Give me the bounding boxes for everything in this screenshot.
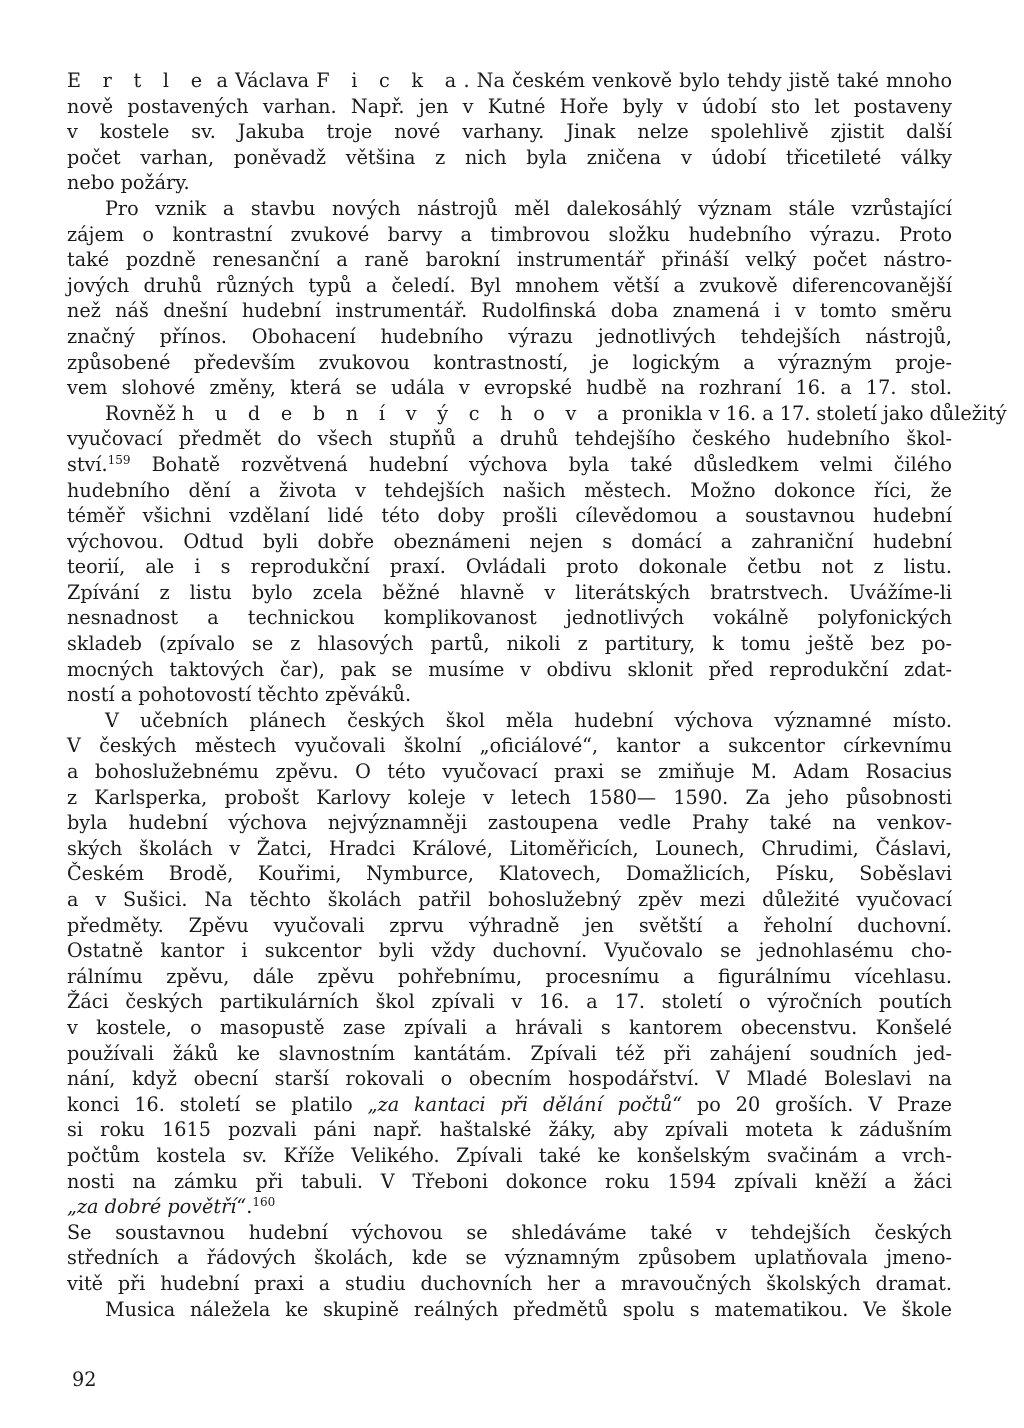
text-line: z Karlsperka, probošt Karlovy koleje v letech 1580— 1590. Za jeho působnosti	[67, 785, 952, 809]
text-line: nání, když obecní starší rokovali o obecním hospodářství. V Mladé Boleslavi na	[67, 1067, 952, 1091]
text-line: než náš dnešní hudební instrumentář. Rudolfinská doba znamená i v tomto směru	[67, 299, 952, 323]
text-line	[67, 1194, 952, 1220]
text-span: po 20 groších. V Praze	[682, 1092, 952, 1116]
footnote-ref-159: 159	[107, 452, 131, 467]
text-span: pronikla v 16. a 17. století jako důležitý	[615, 401, 1007, 425]
text-line: V učebních plánech českých škol měla hudební výchova významné místo.	[105, 708, 952, 732]
text-line: vem slohové změny, která se udála v evropské hudbě na rozhraní 16. a 17. stol.	[67, 376, 952, 400]
text-line: ských školách v Žatci, Hradci Králové, Litoměřicích, Lounech, Chrudimi, Čáslavi,	[67, 836, 952, 860]
page-body	[67, 68, 1007, 1322]
text-line: vyučovací předmět do všech stupňů a druhů tehdejšího českého hudebního škol-	[67, 427, 952, 451]
text-line: nesnadnost a technickou komplikovanost jednotlivých vokálně polyfonických	[67, 606, 952, 630]
text-line: nosti na zámku při tabuli. V Třeboni dokonce roku 1594 zpívali kněží a žáci	[67, 1169, 952, 1193]
text-line: značný přínos. Obohacení hudebního výrazu jednotlivých tehdejších nástrojů,	[67, 324, 952, 348]
text-line: jových druhů různých typů a čeledí. Byl mnohem větší a zvukově diferencovanější	[67, 273, 952, 297]
text-line: zájem o kontrastní zvukové barvy a timbrovou složku hudebního výrazu. Proto	[67, 222, 952, 246]
text-span: ství.	[67, 452, 108, 476]
text-line: ností a pohotovostí těchto zpěváků.	[67, 683, 412, 707]
text-line: a v Sušici. Na těchto školách patřil bohoslužebný zpěv mezi důležité vyučovací	[67, 888, 952, 911]
text-line: byla hudební výchova nejvýznamněji zastoupena vedle Prahy také na venkov-	[67, 811, 952, 835]
text-line: Pro vznik a stavbu nových nástrojů měl dalekosáhlý význam stále vzrůstající	[105, 196, 952, 220]
text-line: předměty. Zpěvu vyučovali zprvu výhradně jen světští a řeholní duchovní.	[67, 913, 952, 937]
quote-za-kantaci: „za kantaci při dělání počtů“	[367, 1092, 683, 1116]
surname-ertle: E r t l e	[67, 69, 210, 92]
footnote-ref-160: 160	[252, 1195, 276, 1210]
text-line: a bohoslužebnému zpěvu. O této vyučovací praxi se zmiňuje M. Adam Rosacius	[67, 760, 952, 784]
text-line: v kostele, o masopustě zase zpívali a hrávali s kantorem obecenstvu. Konšelé	[67, 1015, 952, 1039]
text-line: si roku 1615 pozvali páni např. haštalské žáky, aby zpívali moteta k zádušním	[67, 1118, 952, 1142]
surname-ficka: F i c k a	[316, 69, 464, 92]
text-line: Zpívání z listu bylo zcela běžné hlavně v literátských bratrstvech. Uvážíme-li	[67, 580, 952, 604]
text-span: konci 16. století se platilo	[67, 1092, 368, 1116]
text-line: výchovou. Odtud byli dobře obeznámeni nejen s domácí a zahraniční hudební	[67, 529, 952, 553]
text-line: Žáci českých partikulárních škol zpívali v 16. a 17. století o výročních poutích	[67, 990, 952, 1014]
text-span: a Václava	[209, 69, 317, 92]
text-span: Rovněž	[105, 401, 182, 425]
text-line: středních a řádových školách, kde se významným způsobem uplatňovala jmeno-	[67, 1246, 952, 1270]
text-line: nově postavených varhan. Např. jen v Kutné Hoře byly v údobí sto let postaveny	[67, 94, 952, 118]
text-line: používali žáků ke slavnostním kantátám. Zpívali též při zahájení soudních jed-	[67, 1041, 952, 1065]
text-line: počtům kostela sv. Kříže Velikého. Zpívali také ke konšelským svačinám a vrch-	[67, 1143, 952, 1167]
text-line	[67, 401, 1007, 427]
text-span: Bohatě rozvětvená hudební výchova byla také důsledkem velmi čilého	[130, 452, 952, 476]
emphasis-hudebni-vychova: h u d e b n í v ý c h o v a	[181, 401, 616, 425]
text-line: skladeb (zpívalo se z hlasových partů, nikoli z partitury, k tomu ještě bez po-	[67, 632, 952, 656]
text-line: nebo požáry.	[67, 171, 190, 195]
text-line: také pozdně renesanční a raně barokní instrumentář přináší velký počet nástro-	[67, 248, 952, 272]
quote-za-dobre-povetri: „za dobré povětří“	[67, 1195, 247, 1219]
text-line: způsobené především zvukovou kontrastností, je logickým a výrazným proje-	[67, 350, 952, 374]
text-line	[67, 1092, 952, 1118]
text-line: hudebního dění a života v tehdejších našich městech. Možno dokonce říci, že	[67, 478, 952, 502]
text-line: Musica náležela ke skupině reálných předmětů spolu s matematikou. Ve škole	[105, 1297, 952, 1321]
text-line: v kostele sv. Jakuba troje nové varhany. Jinak nelze spolehlivě zjistit další	[67, 120, 952, 144]
text-line: počet varhan, poněvadž většina z nich byla zničena v údobí třicetileté války	[67, 145, 952, 169]
text-span: . Na českém venkově bylo tehdy jistě také mnoho	[463, 69, 953, 92]
text-line: Se soustavnou hudební výchovou se shledáváme také v tehdejších českých	[67, 1220, 952, 1244]
text-line	[67, 68, 952, 94]
page-number: 92	[72, 1368, 97, 1391]
text-line: mocných taktových čar), pak se musíme v obdivu sklonit před reprodukční zdat-	[67, 657, 952, 681]
text-line: rálnímu zpěvu, dále zpěvu pohřebnímu, procesnímu a figurálnímu vícehlasu.	[67, 964, 952, 988]
text-line: téměř všichni vzdělaní lidé této doby prošli cílevědomou a soustavnou hudební	[67, 504, 952, 528]
text-line	[67, 452, 952, 478]
text-line: Ostatně kantor i sukcentor byli vždy duchovní. Vyučovalo se jednohlasému cho-	[67, 939, 952, 963]
text-line: Českém Brodě, Kouřimi, Nymburce, Klatovech, Domažlicích, Písku, Soběslavi	[67, 862, 952, 886]
text-line: teorií, ale i s reprodukční praxí. Ovládali proto dokonale četbu not z listu.	[67, 555, 952, 579]
text-line: vitě při hudební praxi a studiu duchovních her a mravoučných školských dramat.	[67, 1271, 952, 1295]
text-line: V českých městech vyučovali školní „oficiálové“, kantor a sukcentor církevnímu	[67, 734, 952, 758]
text-span: .	[246, 1195, 253, 1219]
